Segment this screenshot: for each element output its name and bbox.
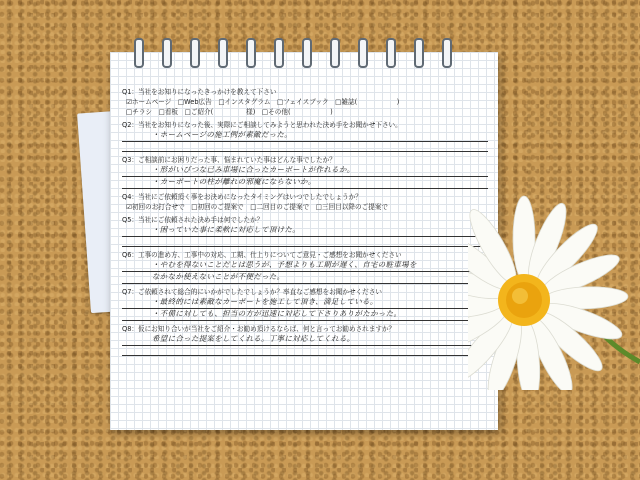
answer-line (122, 237, 488, 247)
q1-options-row1: ☑ホームページ □Web広告 □インスタグラム □フェイスブック □雑誌( ) (126, 98, 400, 106)
spiral-ring (134, 38, 144, 68)
answer-line (122, 142, 488, 152)
q4-options: ☑初回のお打合せで □初回のご提案で □二回目のご提案で □三回目以降のご提案で (126, 203, 388, 211)
spiral-ring (246, 38, 256, 68)
spiral-ring (190, 38, 200, 68)
daisy-flower-icon (468, 190, 640, 390)
q2-question: Q2：当社をお知りになった後、実際にご相談してみようと思われた決め手をお聞かせ下さい。 (122, 121, 402, 129)
q8-question: Q8：仮にお知り合いが当社をご紹介・お勧め頂けるならば、何と言ってお勧めされますか？ (122, 325, 396, 333)
spiral-ring (442, 38, 452, 68)
q7-question: Q7：ご依頼されて総合的にいかがでしたでしょうか？率直なご感想をお聞かせください (122, 288, 382, 296)
survey-form (122, 88, 488, 356)
spiral-ring (386, 38, 396, 68)
q6-answer-1: ・やむを得ないことだとは思うが、予想よりも工期が遅く、自宅の駐車場を (122, 260, 488, 272)
q4-question: Q4：当社にご依頼頂く事をお決めになったタイミングはいつでしたでしょうか？ (122, 193, 362, 201)
q3-answer-2: ・カーポートの柱が離れの邪魔にならないか。 (122, 177, 488, 189)
answer-line (122, 346, 488, 356)
spiral-ring (218, 38, 228, 68)
spiral-ring (330, 38, 340, 68)
q7-answer-1: ・最終的には素敵なカーポートを施工して頂き、満足している。 (122, 297, 488, 309)
q6-answer-2: なかなか使えないことが不便だった。 (122, 272, 488, 284)
spiral-binding (110, 38, 498, 68)
q5-question: Q5：当社にご依頼された決め手は何でしたか？ (122, 216, 264, 224)
q5-answer: ・困っていた事に柔軟に対応して頂けた。 (122, 225, 488, 237)
spiral-ring (162, 38, 172, 68)
q6-question: Q6：工事の進め方、工事中の対応、工期、仕上りについてご意見・ご感想をお聞かせください (122, 251, 402, 259)
q8-answer: 希望に合った提案をしてくれる。丁寧に対応してくれる。 (122, 334, 488, 346)
q7-answer-2: ・不備に対しても、担当の方が迅速に対応して下さりありがたかった。 (122, 309, 488, 321)
spiral-ring (358, 38, 368, 68)
q1-options-row2: □チラシ □看板 □ご紹介( 様) □その他( ) (126, 108, 333, 116)
q1-question: Q1：当社をお知りになったきっかけを教えて下さい (122, 88, 277, 96)
spiral-ring (274, 38, 284, 68)
q2-answer: ・ホームページの施工例が素敵だった。 (122, 130, 488, 142)
flower-petals (468, 196, 628, 390)
q3-question: Q3：ご相談前にお困りだった事、悩まれていた事はどんな事でしたか？ (122, 156, 336, 164)
q3-answer-1: ・形がいびつな已み車場に合ったカーポートが作れるか。 (122, 165, 488, 177)
spiral-ring (302, 38, 312, 68)
notepad (110, 52, 498, 430)
spiral-ring (414, 38, 424, 68)
